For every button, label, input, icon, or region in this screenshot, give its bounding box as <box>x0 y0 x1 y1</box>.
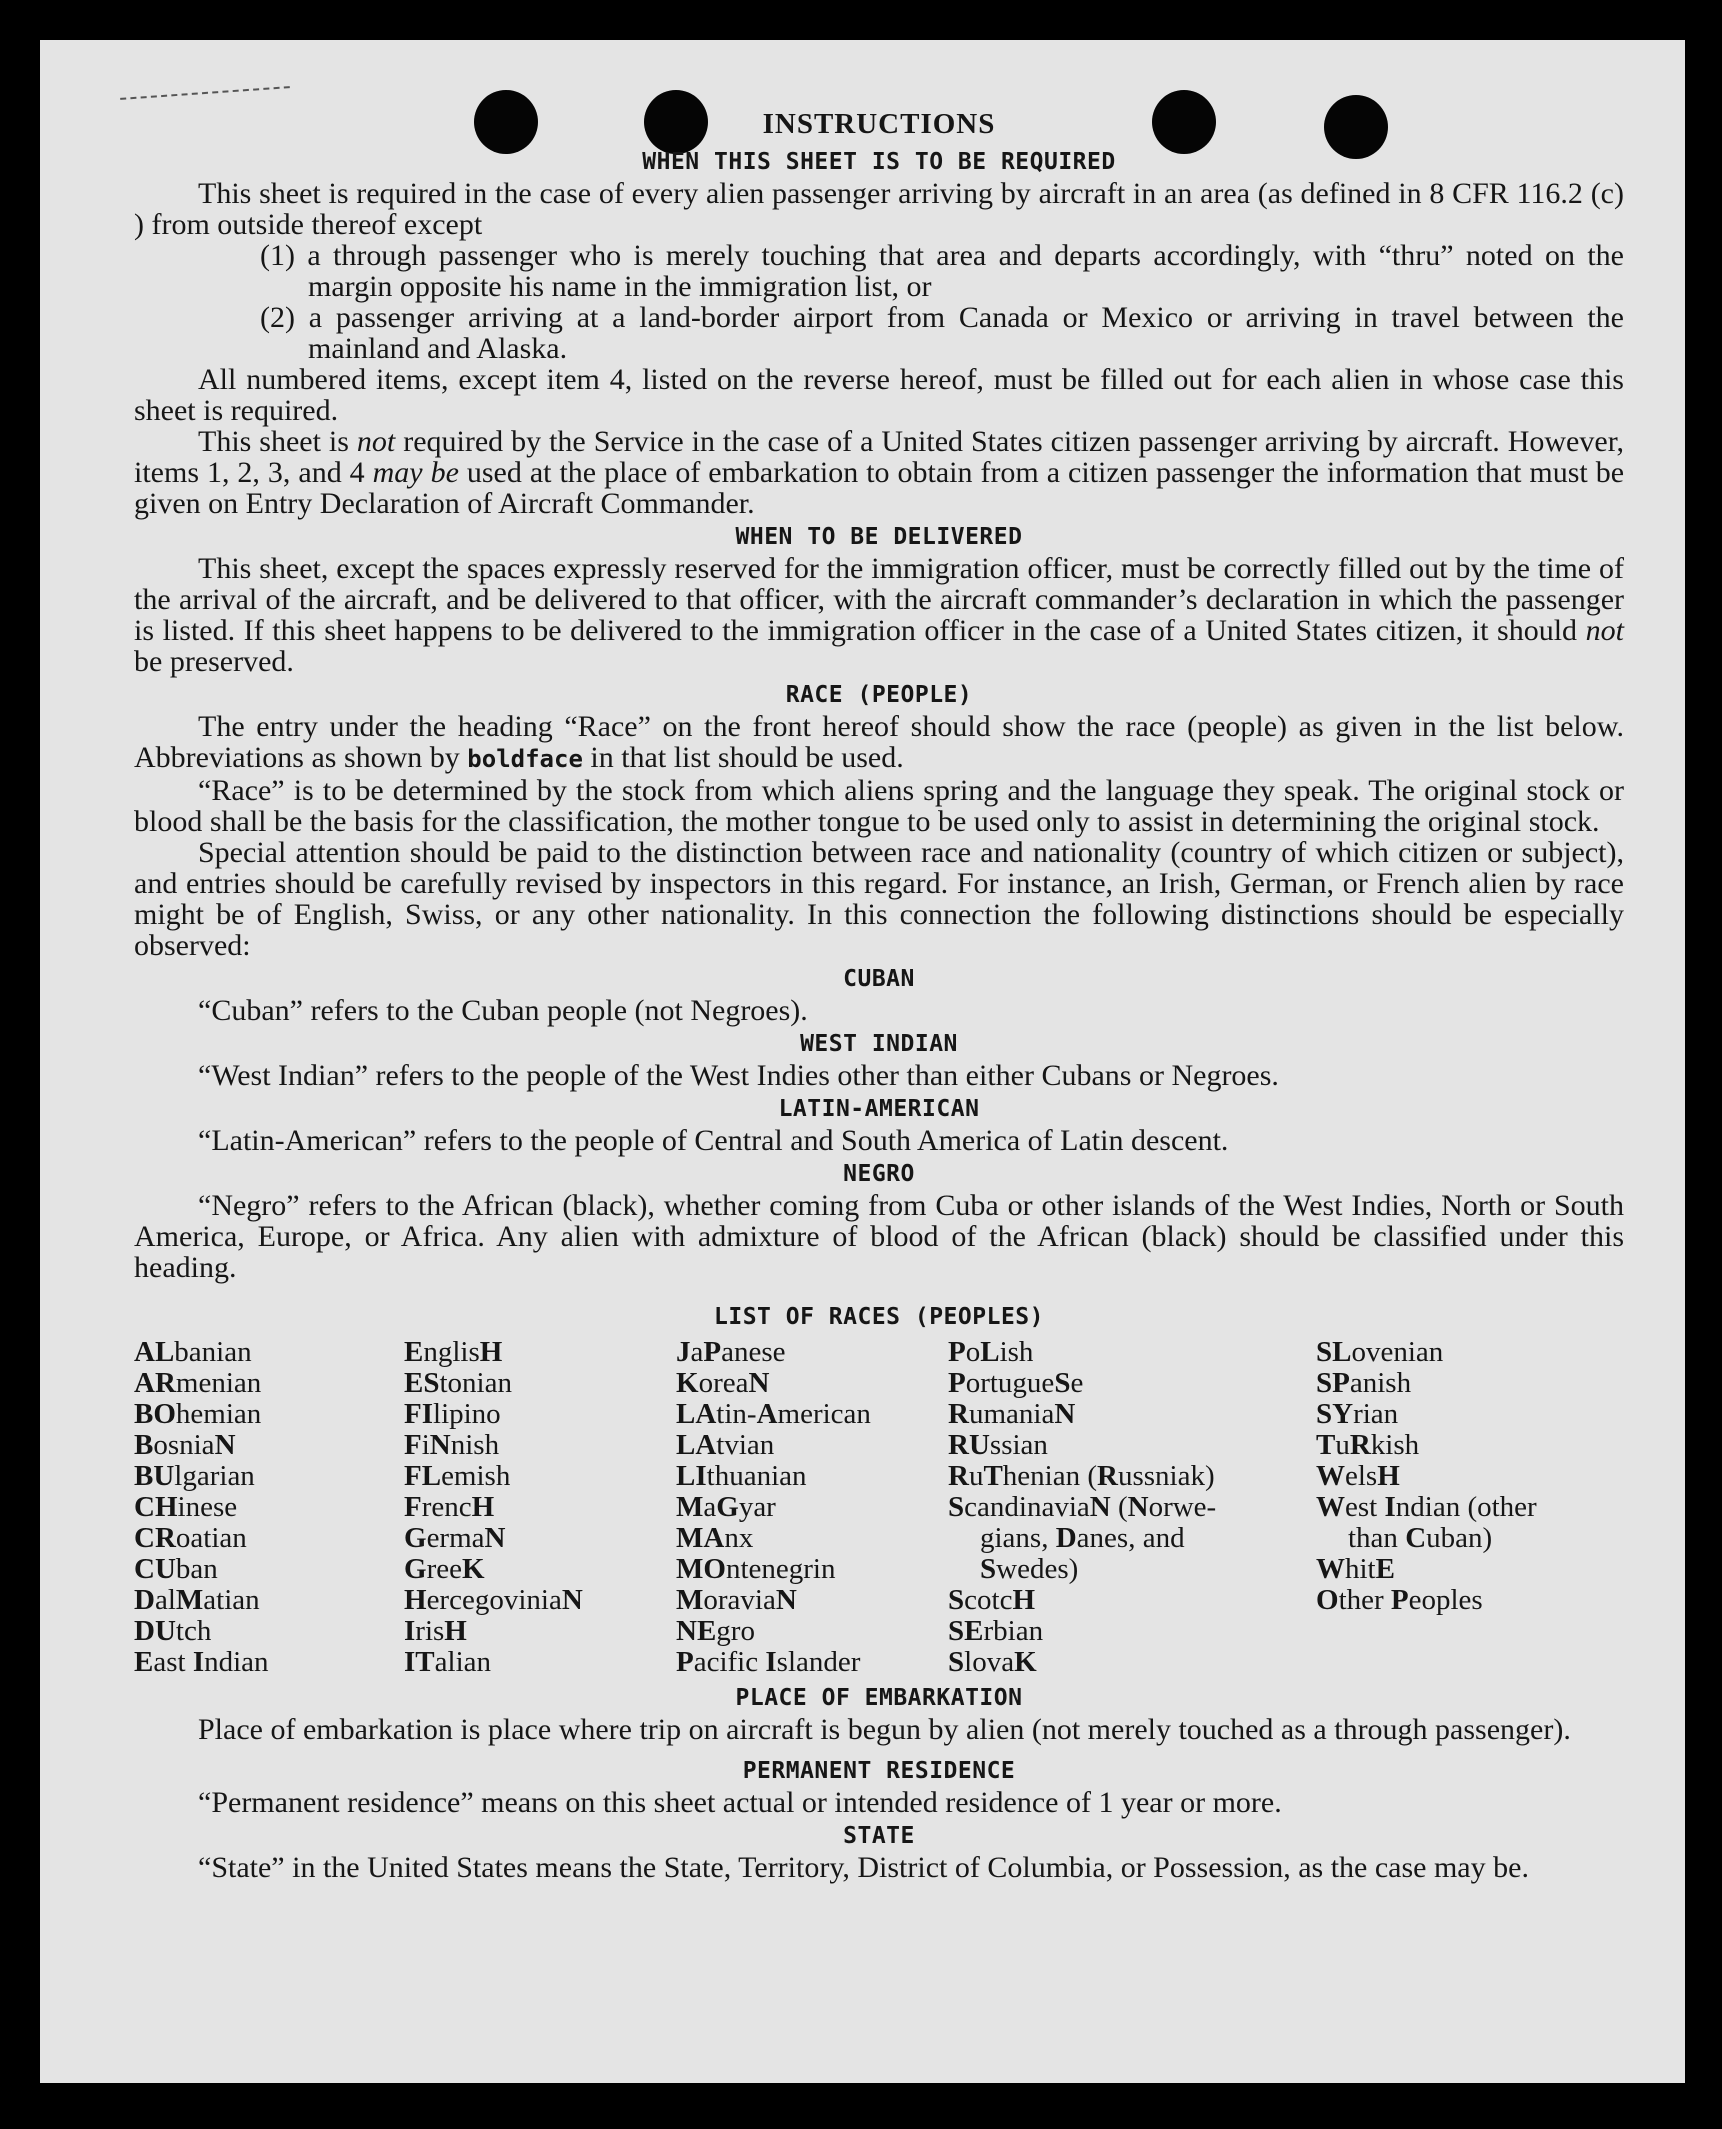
race-entry: TuRkish <box>1316 1429 1420 1461</box>
race-entry: gians, Danes, and <box>980 1522 1185 1554</box>
paragraph: “Race” is to be determined by the stock from which aliens spring and the language they speak. The original stock or blood shall be the basis for the classification, the mother tongue to be used only to assist in determining the original stock. <box>134 774 1624 838</box>
dashed-mark <box>120 86 290 100</box>
race-entry: NEgro <box>676 1615 755 1647</box>
race-entry: LAtin-American <box>676 1398 871 1430</box>
text-run: The entry under the heading “Race” on the front hereof should show the race (people) as given in the list below. Abbreviations as shown by <box>134 710 1624 774</box>
race-column <box>134 1337 404 1678</box>
section-heading: LATIN-AMERICAN <box>778 1096 980 1122</box>
section-heading: WHEN TO BE DELIVERED <box>735 524 1023 550</box>
race-entry: CHinese <box>134 1491 238 1523</box>
document-page <box>40 40 1685 2083</box>
race-entry: Pacific Islander <box>676 1646 861 1678</box>
race-entry: FLemish <box>404 1460 511 1492</box>
race-entry: LIthuanian <box>676 1460 807 1492</box>
paragraph: “Latin-American” refers to the people of Central and South America of Latin descent. <box>198 1124 1229 1157</box>
race-entry: ARmenian <box>134 1367 262 1399</box>
paragraph: Special attention should be paid to the distinction between race and nationality (country of which citizen or subject), and entries should be carefully revised by inspectors in this regard. For instance, an Irish, German, or French alien by race might be of English, Swiss, or any other nationality. In this connection the following distinctions should be especially observed: <box>134 836 1624 962</box>
race-entry: ALbanian <box>134 1336 252 1368</box>
document-content <box>134 104 1624 1883</box>
list-item: (1) a through passenger who is merely touching that area and departs accordingly, with “thru” noted on the margin opposite his name in the immigration list, or <box>260 239 1624 303</box>
paragraph: All numbered items, except item 4, listed on the reverse hereof, must be filled out for each alien in whose case this sheet is required. <box>134 363 1624 427</box>
paragraph <box>134 426 1624 519</box>
race-entry: DalMatian <box>134 1584 260 1616</box>
race-entry: MoraviaN <box>676 1584 797 1616</box>
race-entry: FrencH <box>404 1491 495 1523</box>
section-heading: PERMANENT RESIDENCE <box>742 1758 1016 1784</box>
paragraph: “State” in the United States means the State, Territory, District of Columbia, or Possession, as the case may be. <box>198 1851 1529 1884</box>
race-entry: IrisH <box>404 1615 467 1647</box>
section-heading: RACE (PEOPLE) <box>785 682 973 708</box>
section-heading: PLACE OF EMBARKATION <box>735 1685 1023 1711</box>
race-entry: CRoatian <box>134 1522 247 1554</box>
race-entry: MaGyar <box>676 1491 776 1523</box>
italic-text: may be <box>372 456 459 489</box>
italic-text: not <box>356 425 396 458</box>
race-entry: ITalian <box>404 1646 491 1678</box>
paragraph: “Permanent residence” means on this sheet actual or intended residence of 1 year or more. <box>198 1786 1282 1819</box>
section-heading: NEGRO <box>843 1161 915 1187</box>
section-heading: WEST INDIAN <box>800 1031 958 1057</box>
race-entry: GreeK <box>404 1553 485 1585</box>
text-run: be preserved. <box>134 645 294 678</box>
paragraph <box>134 553 1624 677</box>
race-entry: WhitE <box>1316 1553 1395 1585</box>
race-column <box>948 1337 1316 1678</box>
section-heading: STATE <box>843 1823 915 1849</box>
race-entry: SErbian <box>948 1615 1044 1647</box>
paragraph <box>134 711 1624 775</box>
paragraph: “Negro” refers to the African (black), whether coming from Cuba or other islands of the West Indies, North or South America, Europe, or Africa. Any alien with admixture of blood of the African (black) should be classified under this heading. <box>134 1189 1624 1284</box>
race-entry: BosniaN <box>134 1429 236 1461</box>
paragraph: “West Indian” refers to the people of the West Indies other than either Cubans or Negroes. <box>198 1059 1279 1092</box>
race-entry: SLovenian <box>1316 1336 1444 1368</box>
text-run: required by the Service in the case of a United States citizen passenger arriving by aircraft. However, items 1, 2, 3, and 4 <box>134 425 1624 489</box>
race-entry: SYrian <box>1316 1398 1399 1430</box>
race-entry: WelsH <box>1316 1460 1400 1492</box>
race-entry: ScandinaviaN (Norwe- <box>948 1491 1217 1523</box>
race-entry: East Indian <box>134 1646 269 1678</box>
race-entry: FiNnish <box>404 1429 500 1461</box>
text-run: in that list should be used. <box>582 741 904 774</box>
race-entry: RUssian <box>948 1429 1048 1461</box>
race-entry: JaPanese <box>676 1336 786 1368</box>
section-heading: LIST OF RACES (PEOPLES) <box>714 1304 1044 1330</box>
race-entry: West Indian (other <box>1316 1491 1537 1523</box>
section-heading: WHEN THIS SHEET IS TO BE REQUIRED <box>642 149 1116 175</box>
race-entry: HercegoviniaN <box>404 1584 583 1616</box>
race-entry: GermaN <box>404 1522 506 1554</box>
italic-text: not <box>1585 614 1624 647</box>
race-entry: MAnx <box>676 1522 754 1554</box>
race-column <box>1316 1337 1616 1678</box>
race-entry: SlovaK <box>948 1646 1037 1678</box>
text-run: This sheet, except the spaces expressly reserved for the immigration officer, must be correctly filled out by the time of the arrival of the aircraft, and be delivered to that officer, with the aircraft commander’s declaration in which the passenger is listed. If this sheet happens to be delivered to the immigration officer in the case of a United States citizen, it should <box>134 552 1624 647</box>
race-entry: KoreaN <box>676 1367 770 1399</box>
text-run: This sheet is <box>198 425 357 458</box>
race-entry: PoLish <box>948 1336 1034 1368</box>
paragraph: This sheet is required in the case of every alien passenger arriving by aircraft in an area (as defined in 8 CFR 116.2 (c) ) from outside thereof except <box>134 177 1624 241</box>
race-entry: SPanish <box>1316 1367 1412 1399</box>
race-entry: LAtvian <box>676 1429 775 1461</box>
race-entry: BOhemian <box>134 1398 262 1430</box>
paragraph: “Cuban” refers to the Cuban people (not Negroes). <box>198 994 808 1027</box>
page-title: INSTRUCTIONS <box>762 108 996 140</box>
race-entry: MOntenegrin <box>676 1553 836 1585</box>
race-entry: DUtch <box>134 1615 212 1647</box>
race-entry: PortugueSe <box>948 1367 1084 1399</box>
bold-text: boldface <box>467 745 583 773</box>
list-item: (2) a passenger arriving at a land-border airport from Canada or Mexico or arriving in travel between the mainland and Alaska. <box>260 301 1624 365</box>
race-entry: Other Peoples <box>1316 1584 1483 1616</box>
race-column <box>676 1337 948 1678</box>
race-entry: EnglisH <box>404 1336 503 1368</box>
race-entry: BUlgarian <box>134 1460 255 1492</box>
race-list <box>134 1337 1624 1678</box>
race-entry: ScotcH <box>948 1584 1036 1616</box>
race-entry: CUban <box>134 1553 218 1585</box>
race-entry: RumaniaN <box>948 1398 1076 1430</box>
paragraph: Place of embarkation is place where trip on aircraft is begun by alien (not merely touched as a through passenger). <box>198 1713 1571 1746</box>
race-entry: RuThenian (Russniak) <box>948 1460 1215 1492</box>
race-column <box>404 1337 676 1678</box>
section-heading: CUBAN <box>843 966 915 992</box>
text-run: used at the place of embarkation to obtain from a citizen passenger the information that must be given on Entry Declaration of Aircraft Commander. <box>134 456 1625 520</box>
race-entry: FIlipino <box>404 1398 501 1430</box>
race-entry: EStonian <box>404 1367 512 1399</box>
race-entry: Swedes) <box>980 1553 1079 1585</box>
race-entry: than Cuban) <box>1348 1522 1493 1554</box>
